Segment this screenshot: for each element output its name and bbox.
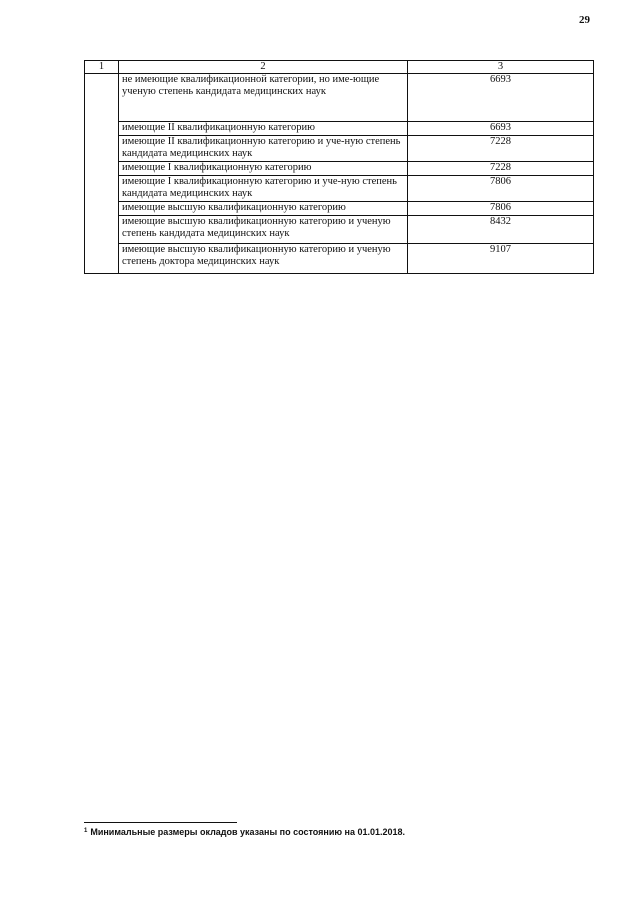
table-cell-value: 7228 (408, 162, 594, 176)
table-cell-description: имеющие II квалификационную категорию (119, 122, 408, 136)
table-empty-cell (85, 74, 119, 274)
page-number: 29 (579, 14, 590, 26)
table-row (85, 202, 594, 216)
table-cell-description: имеющие I квалификационную категорию (119, 162, 408, 176)
table-cell-value: 8432 (408, 216, 594, 244)
table-cell-description: имеющие II квалификационную категорию и уче-ную степень кандидата медицинских наук (119, 136, 408, 162)
table-row (85, 74, 594, 122)
table-cell-description: имеющие I квалификационную категорию и уче-ную степень кандидата медицинских наук (119, 176, 408, 202)
table-cell-value: 6693 (408, 74, 594, 122)
table-cell-description: имеющие высшую квалификационную категорию и ученую степень кандидата медицинских наук (119, 216, 408, 244)
table-cell-value: 7806 (408, 202, 594, 216)
footnote (84, 827, 405, 837)
table-header-cell-3: 3 (408, 61, 594, 74)
table-cell-value: 9107 (408, 244, 594, 274)
table-cell-description: имеющие высшую квалификационную категорию и ученую степень доктора медицинских наук (119, 244, 408, 274)
table-row (85, 216, 594, 244)
table-cell-description: не имеющие квалификационной категории, но име-ющие ученую степень кандидата медицинских наук (119, 74, 408, 122)
footnote-text: Минимальные размеры окладов указаны по состоянию на 01.01.2018. (90, 827, 406, 837)
footnote-marker: 1 (84, 828, 88, 834)
table-row (85, 176, 594, 202)
table-cell-description: имеющие высшую квалификационную категорию (119, 202, 408, 216)
table-row (85, 122, 594, 136)
table-cell-value: 7228 (408, 136, 594, 162)
table-row (85, 136, 594, 162)
table-header-cell-1: 1 (85, 61, 119, 74)
salary-table (84, 60, 594, 274)
table-row (85, 162, 594, 176)
footnote-divider (84, 822, 237, 823)
table-row (85, 244, 594, 274)
table-cell-value: 6693 (408, 122, 594, 136)
table-header-cell-2: 2 (119, 61, 408, 74)
table-cell-value: 7806 (408, 176, 594, 202)
table-header-row (85, 61, 594, 74)
